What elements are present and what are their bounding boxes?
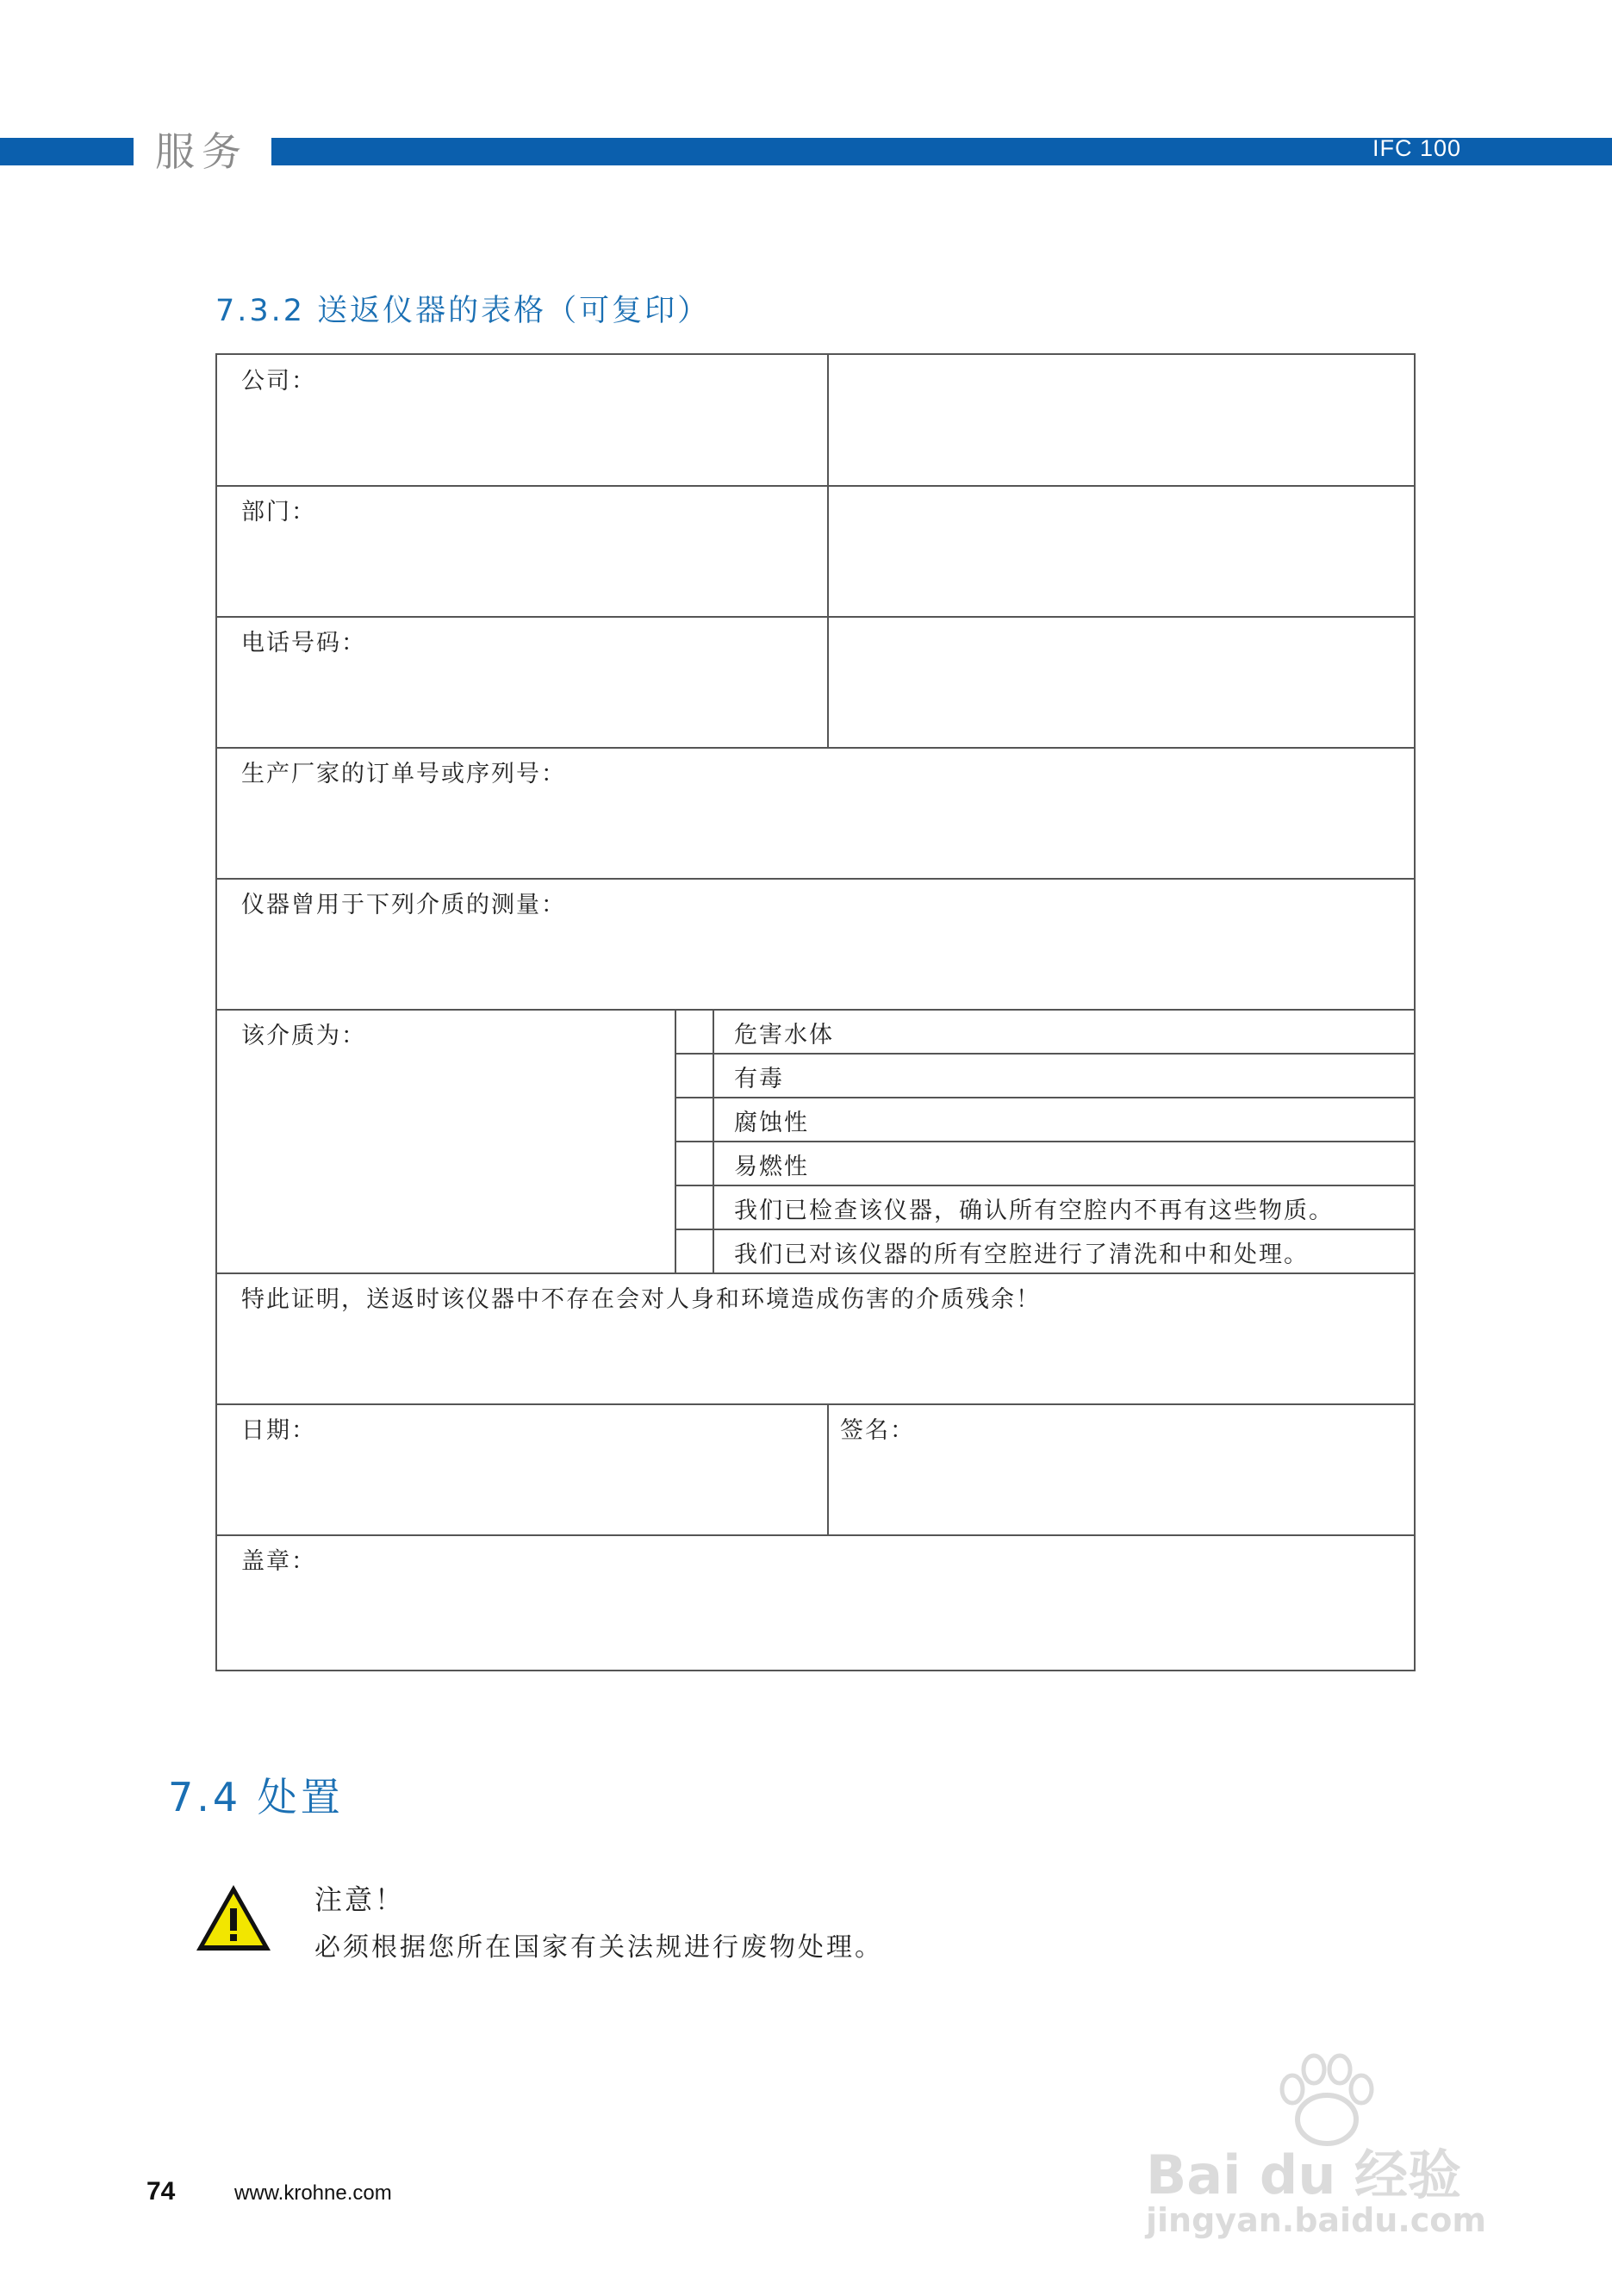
order-number-label: 生产厂家的订单号或序列号： xyxy=(241,761,566,787)
watermark-url: jingyan.baidu.com xyxy=(1146,2201,1486,2239)
header-bar-left xyxy=(0,138,134,165)
medium-type-label: 该介质为： xyxy=(241,1023,366,1049)
warning-triangle-icon xyxy=(194,1882,273,1953)
phone-label: 电话号码： xyxy=(241,630,366,656)
baidu-watermark xyxy=(1137,2050,1534,2249)
notice-text: 必须根据您所在国家有关法规进行废物处理。 xyxy=(314,1932,883,1963)
stamp-label: 盖章： xyxy=(241,1548,316,1575)
option-divider xyxy=(675,1097,1414,1098)
checkbox-water-hazard[interactable] xyxy=(676,1011,713,1053)
notice-title: 注意！ xyxy=(314,1883,406,1916)
header-section-title: 服务 xyxy=(155,128,248,175)
department-label: 部门： xyxy=(241,499,316,526)
option-divider xyxy=(675,1229,1414,1230)
column-divider xyxy=(713,1009,714,1272)
company-label: 公司： xyxy=(241,368,316,395)
checkbox-toxic[interactable] xyxy=(676,1055,713,1097)
option-label: 易燃性 xyxy=(734,1154,809,1180)
company-field[interactable] xyxy=(829,355,1414,485)
option-label: 腐蚀性 xyxy=(734,1110,809,1136)
certification-text: 特此证明，送返时该仪器中不存在会对人身和环境造成伤害的介质残余！ xyxy=(241,1286,1041,1313)
signature-label: 签名： xyxy=(840,1417,915,1444)
disposal-heading: 7.4 处置 xyxy=(168,1774,344,1820)
website-link[interactable]: www.krohne.com xyxy=(234,2181,392,2205)
option-label: 我们已检查该仪器，确认所有空腔内不再有这些物质。 xyxy=(734,1198,1334,1224)
row-divider xyxy=(217,1534,1414,1536)
checkbox-flammable[interactable] xyxy=(676,1142,713,1185)
checkbox-corrosive[interactable] xyxy=(676,1098,713,1141)
row-divider xyxy=(217,878,1414,880)
phone-field[interactable] xyxy=(829,618,1414,747)
return-form xyxy=(215,353,1416,1671)
option-label: 我们已对该仪器的所有空腔进行了清洗和中和处理。 xyxy=(734,1241,1309,1268)
option-label: 有毒 xyxy=(734,1066,784,1092)
department-field[interactable] xyxy=(829,487,1414,616)
date-label: 日期： xyxy=(241,1417,316,1444)
row-divider xyxy=(217,1272,1414,1274)
option-divider xyxy=(675,1185,1414,1186)
header-product-name: IFC 100 xyxy=(1372,135,1461,161)
checkbox-cleaned-cavities[interactable] xyxy=(676,1230,713,1272)
watermark-brand: Bai du 经验 xyxy=(1146,2144,1462,2206)
checkbox-checked-cavities[interactable] xyxy=(676,1186,713,1229)
section-heading: 7.3.2 送返仪器的表格（可复印） xyxy=(215,294,711,328)
page-number: 74 xyxy=(146,2177,176,2206)
column-divider xyxy=(827,1403,829,1534)
row-divider xyxy=(217,1403,1414,1405)
row-divider xyxy=(217,747,1414,749)
row-divider xyxy=(217,1009,1414,1011)
option-divider xyxy=(675,1141,1414,1142)
option-label: 危害水体 xyxy=(734,1022,834,1048)
option-divider xyxy=(675,1053,1414,1055)
media-label: 仪器曾用于下列介质的测量： xyxy=(241,892,566,918)
